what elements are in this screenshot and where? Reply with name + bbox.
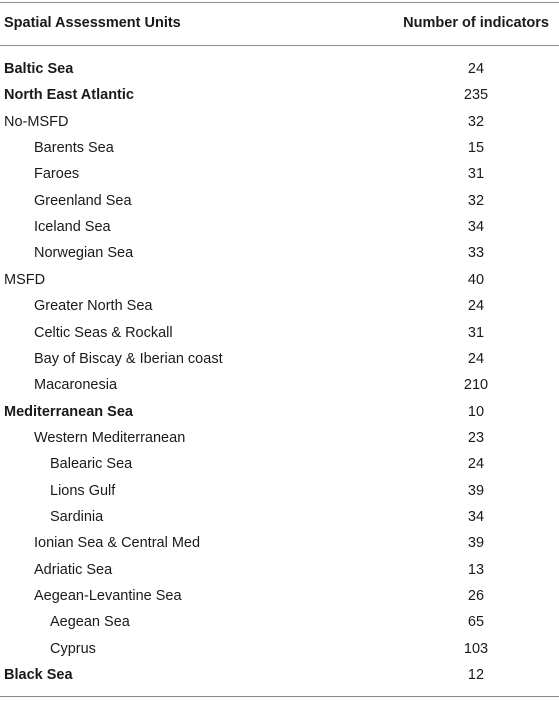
row-value: 40	[467, 271, 485, 288]
row-value: 33	[467, 245, 485, 262]
row-value: 26	[467, 588, 485, 604]
bottom-rule	[0, 696, 559, 697]
row-label: Celtic Seas & Rockall	[34, 324, 173, 341]
top-rule	[0, 2, 559, 3]
row-label: Norwegian Sea	[34, 245, 134, 262]
table-row	[0, 135, 559, 161]
table-row	[0, 372, 559, 398]
row-label: North East Atlantic	[4, 87, 134, 104]
header-rule	[0, 45, 559, 46]
table-row	[0, 399, 559, 425]
row-label: Baltic Sea	[4, 61, 74, 77]
row-label: Cyprus	[50, 640, 96, 657]
header-spatial-assessment-units: Spatial Assessment Units	[4, 15, 181, 31]
row-label: Aegean-Levantine Sea	[34, 588, 182, 604]
row-value: 32	[467, 192, 485, 209]
row-label: Aegean Sea	[50, 614, 130, 631]
row-value: 39	[467, 482, 485, 499]
table-row	[0, 293, 559, 319]
row-label: Greenland Sea	[34, 192, 132, 209]
row-value: 65	[467, 614, 485, 631]
table-row	[0, 609, 559, 635]
table-row	[0, 267, 559, 293]
row-value: 235	[463, 87, 489, 104]
table-row	[0, 425, 559, 451]
table-row	[0, 346, 559, 372]
row-value: 10	[467, 403, 485, 420]
table-row	[0, 161, 559, 187]
table-row	[0, 451, 559, 477]
row-value: 103	[463, 640, 489, 657]
row-label: Faroes	[34, 166, 80, 183]
table-row	[0, 56, 559, 82]
row-label: Greater North Sea	[34, 298, 153, 315]
row-value: 23	[467, 429, 485, 446]
row-label: Bay of Biscay & Iberian coast	[34, 350, 223, 367]
row-value: 24	[467, 61, 485, 77]
row-value: 39	[467, 535, 485, 552]
table-row	[0, 662, 559, 688]
row-label: Balearic Sea	[50, 456, 133, 473]
row-label: Black Sea	[4, 667, 73, 684]
table-row	[0, 636, 559, 662]
row-value: 13	[467, 561, 485, 578]
table-row	[0, 583, 559, 609]
header-number-of-indicators: Number of indicators	[403, 15, 549, 31]
row-label: No-MSFD	[4, 113, 69, 130]
row-value: 15	[467, 140, 485, 157]
row-value: 34	[467, 219, 485, 236]
row-value: 12	[467, 667, 485, 684]
row-label: Sardinia	[50, 508, 104, 525]
table-row	[0, 320, 559, 346]
row-label: Lions Gulf	[50, 482, 116, 499]
row-value: 24	[467, 298, 485, 315]
table-row	[0, 214, 559, 240]
table-row	[0, 188, 559, 214]
table-row	[0, 82, 559, 108]
table-row	[0, 530, 559, 556]
row-value: 32	[467, 113, 485, 130]
row-value: 210	[463, 377, 489, 394]
row-value: 34	[467, 508, 485, 525]
table-row	[0, 478, 559, 504]
row-label: Macaronesia	[34, 377, 118, 394]
row-value: 24	[467, 456, 485, 473]
row-value: 31	[467, 166, 485, 183]
row-label: Adriatic Sea	[34, 561, 113, 578]
row-value: 24	[467, 350, 485, 367]
row-value: 31	[467, 324, 485, 341]
table-row	[0, 109, 559, 135]
row-label: Ionian Sea & Central Med	[34, 535, 201, 552]
row-label: Barents Sea	[34, 140, 114, 157]
row-label: MSFD	[4, 271, 46, 288]
table-row	[0, 504, 559, 530]
row-label: Mediterranean Sea	[4, 403, 133, 420]
table-row	[0, 557, 559, 583]
row-label: Iceland Sea	[34, 219, 111, 236]
table-row	[0, 240, 559, 266]
row-label: Western Mediterranean	[34, 429, 186, 446]
